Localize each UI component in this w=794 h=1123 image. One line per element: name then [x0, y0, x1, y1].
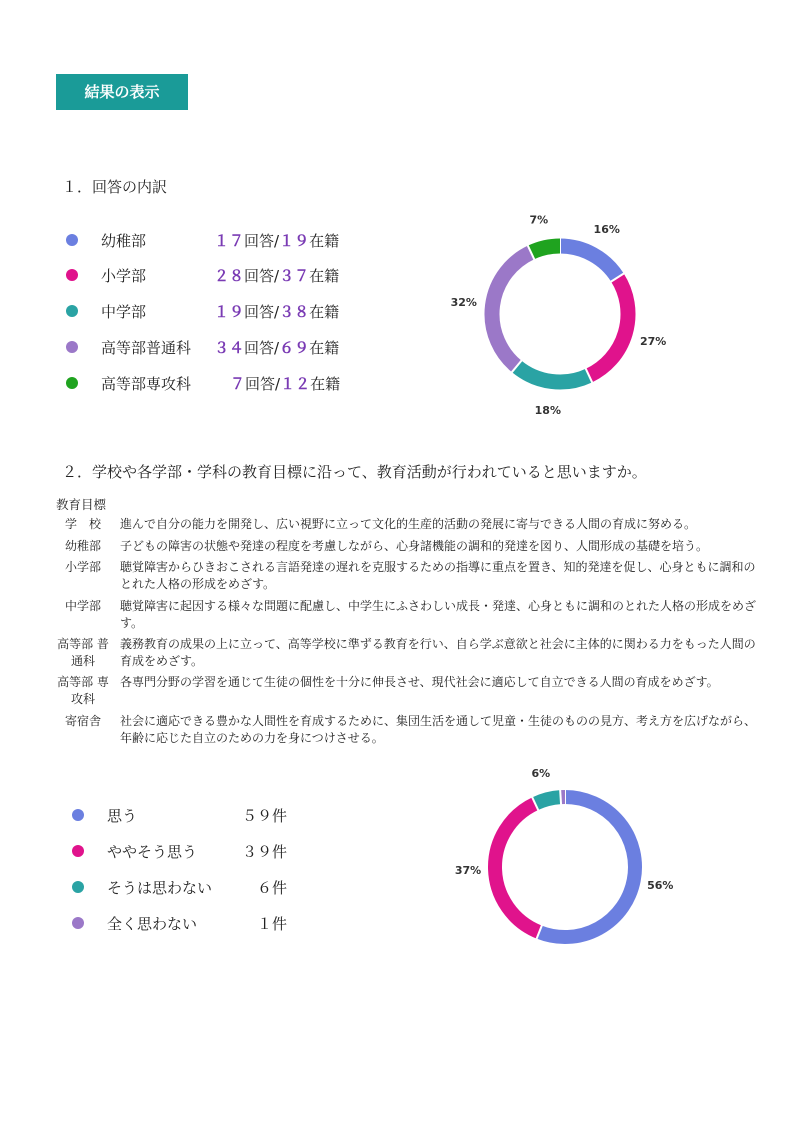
legend-dot [66, 234, 78, 246]
goal-key: 高等部 普通科 [57, 637, 109, 668]
legend-label: 高等部専攻科 [101, 375, 192, 393]
response-count: １７回答/１９在籍 [214, 232, 340, 250]
legend-label: そうは思わない [107, 879, 213, 897]
goal-row [56, 538, 766, 558]
donut-segment-小学部 [589, 278, 628, 376]
goal-key: 幼稚部 [64, 539, 101, 553]
legend-dot [72, 809, 84, 821]
legend-label: 小学部 [101, 267, 147, 285]
section-header: 結果の表示 [56, 74, 188, 110]
donut-segment-高等部普通科 [492, 252, 531, 366]
goal-text: 義務教育の成果の上に立って、高等学校に準ずる教育を行い、自ら学ぶ意欲と社会に主体的に関わる力をもった人間の育成をめざす。 [120, 637, 756, 668]
donut-segment-ややそう思う [495, 804, 539, 932]
legend-dot [66, 341, 78, 353]
goal-row [56, 636, 766, 672]
goal-text: 各専門分野の学習を通じて生徒の個性を十分に伸長させ、現代社会に適応して自立できる人間の育成をめざす。 [120, 675, 719, 689]
donut-chart-goals [450, 765, 690, 965]
goal-key: 高等部 専攻科 [57, 675, 109, 706]
goal-row [56, 516, 766, 536]
goal-row [56, 559, 766, 595]
goal-text: 聴覚障害に起因する様々な問題に配慮し、中学生にふさわしい成長・発達、心身ともに調和のとれた人格の形成をめざす。 [120, 599, 757, 630]
response-count: ５９件 [241, 807, 287, 825]
goal-key: 中学部 [64, 599, 101, 613]
response-count: ３４回答/６９在籍 [214, 339, 340, 357]
donut-segment-そうは思わない [535, 797, 560, 804]
legend-section1 [66, 230, 366, 400]
goal-key: 小学部 [64, 560, 101, 574]
donut-separator [560, 789, 561, 805]
goal-text: 子どもの障害の状態や発達の程度を考慮しながら、心身諸機能の調和的発達を図り、人間形成の基礎を培う。 [120, 539, 709, 553]
goal-text: 進んで自分の能力を開発し、広い視野に立って文化的生産的活動の発展に寄与できる人間の育成に努める。 [120, 517, 697, 531]
legend-dot [72, 881, 84, 893]
section1-title: １．回答の内訳 [62, 178, 168, 196]
legend-label: 幼稚部 [101, 232, 147, 250]
legend-section2 [72, 805, 302, 935]
legend-dot [72, 917, 84, 929]
legend-label: 全く思わない [107, 915, 198, 933]
legend-dot [66, 377, 78, 389]
response-count: ３９件 [241, 843, 287, 861]
legend-dot [66, 305, 78, 317]
goal-key: 学 校 [64, 517, 101, 531]
goal-row [56, 598, 766, 634]
data-label: 56% [647, 879, 674, 893]
legend-label: 高等部普通科 [101, 339, 192, 357]
goal-text: 社会に適応できる豊かな人間性を育成するために、集団生活を通して児童・生徒のものの見方、考え方を広げながら、年齢に応じた自立のための力を身につけさせる。 [120, 714, 757, 745]
donut-segment-思う [539, 797, 635, 937]
goal-text: 聴覚障害からひきおこされる言語発達の遅れを克服するための指導に重点を置き、知的発達を促し、心身ともに調和のとれた人格の形成をめざす。 [120, 560, 756, 591]
data-label: 37% [454, 864, 482, 878]
data-label: 27% [639, 335, 667, 349]
goal-row [56, 713, 766, 749]
legend-label: 思う [107, 807, 138, 825]
goal-row [56, 674, 766, 710]
data-label: 6% [531, 767, 551, 781]
data-label: 16% [593, 222, 620, 236]
donut-chart-breakdown [440, 210, 680, 420]
legend-dot [66, 269, 78, 281]
response-count: １件 [256, 915, 287, 933]
donut-segment-幼稚部 [560, 246, 617, 278]
donut-segment-中学部 [517, 366, 589, 382]
section2-title: ２．学校や各学部・学科の教育目標に沿って、教育活動が行われていると思いますか。 [62, 463, 647, 481]
data-label: 32% [450, 295, 477, 309]
legend-dot [72, 845, 84, 857]
data-label: 18% [534, 404, 562, 418]
response-count: ７回答/１２在籍 [230, 375, 341, 393]
data-label: 7% [529, 213, 549, 227]
goal-key: 寄宿舎 [64, 714, 101, 728]
response-count: １９回答/３８在籍 [214, 303, 340, 321]
response-count: ２８回答/３７在籍 [214, 267, 340, 285]
legend-label: ややそう思う [107, 843, 198, 861]
legend-label: 中学部 [101, 303, 147, 321]
donut-segment-高等部専攻科 [531, 246, 560, 252]
goals-label: 教育目標 [56, 497, 107, 512]
response-count: ６件 [256, 879, 287, 897]
